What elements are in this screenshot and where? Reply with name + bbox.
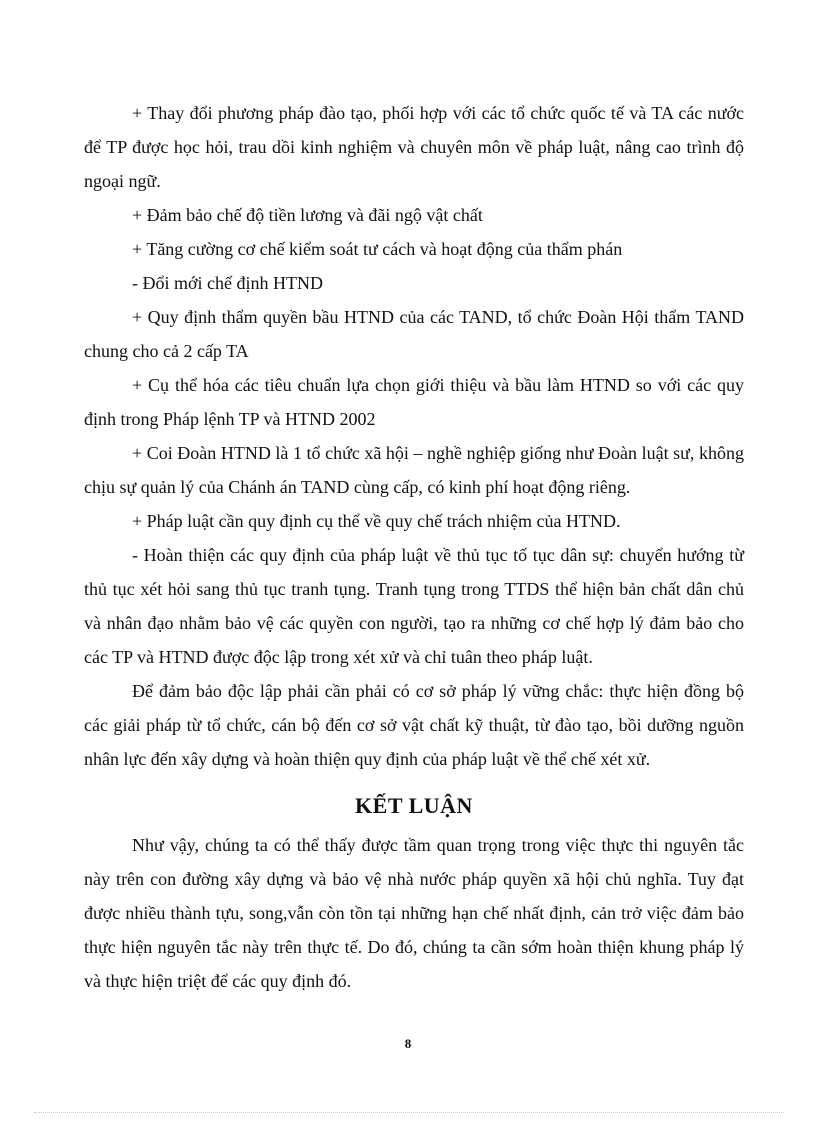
paragraph-htnd-criteria: + Cụ thể hóa các tiêu chuẩn lựa chọn giới thiệu và bầu làm HTND so với các quy định trong Pháp lệnh TP và HTND 2002: [84, 375, 744, 429]
paragraph-htnd-reform: - Đổi mới chế định HTND: [132, 273, 323, 293]
paragraph-htnd-election: + Quy định thẩm quyền bầu HTND của các TAND, tổ chức Đoàn Hội thẩm TAND chung cho cả 2 cấp TA: [84, 307, 744, 361]
paragraph-conclusion: Như vậy, chúng ta có thể thấy được tầm quan trọng trong việc thực thi nguyên tắc này trên con đường xây dựng và bảo vệ nhà nước pháp quyền xã hội chủ nghĩa. Tuy đạt được nhiều thành tựu, song,vẫn còn tồn tại những hạn chế nhất định, cản trở việc đảm bảo thực hiện nguyên tắc này trên thực tế. Do đó, chúng ta cần sớm hoàn thiện khung pháp lý và thực hiện triệt để các quy định đó.: [84, 835, 744, 991]
paragraph-civil-procedure: - Hoàn thiện các quy định của pháp luật về thủ tục tố tục dân sự: chuyển hướng từ thủ tục xét hỏi sang thủ tục tranh tụng. Tranh tụng trong TTDS thể hiện bản chất dân chủ và nhân đạo nhằm bảo vệ các quyền con người, tạo ra những cơ chế hợp lý đảm bảo cho các TP và HTND được độc lập trong xét xử và chỉ tuân theo pháp luật.: [84, 545, 744, 667]
page-number: 8: [404, 1036, 412, 1051]
page-bottom-divider: [34, 1112, 784, 1113]
paragraph-htnd-organization: + Coi Đoàn HTND là 1 tổ chức xã hội – nghề nghiệp giống như Đoàn luật sư, không chịu sự quản lý của Chánh án TAND cùng cấp, có kinh phí hoạt động riêng.: [84, 443, 744, 497]
paragraph-control-mechanism: + Tăng cường cơ chế kiểm soát tư cách và hoạt động của thẩm phán: [132, 239, 623, 259]
paragraph-salary: + Đảm bảo chế độ tiền lương và đãi ngộ vật chất: [132, 205, 483, 225]
body-text: [84, 96, 744, 998]
paragraph-htnd-responsibility: + Pháp luật cần quy định cụ thể về quy chế trách nhiệm của HTND.: [132, 511, 621, 531]
paragraph-training: + Thay đổi phương pháp đào tạo, phối hợp với các tổ chức quốc tế và TA các nước để TP được học hỏi, trau dồi kinh nghiệm và chuyên môn về pháp luật, nâng cao trình độ ngoại ngữ.: [84, 103, 744, 191]
paragraph-legal-basis: Để đảm bảo độc lập phải cần phải có cơ sở pháp lý vững chắc: thực hiện đồng bộ các giải pháp từ tổ chức, cán bộ đến cơ sở vật chất kỹ thuật, từ đào tạo, bồi dưỡng nguồn nhân lực đến xây dựng và hoàn thiện quy định của pháp luật về thể chế xét xử.: [84, 681, 744, 769]
conclusion-heading: KẾT LUẬN: [355, 793, 473, 818]
